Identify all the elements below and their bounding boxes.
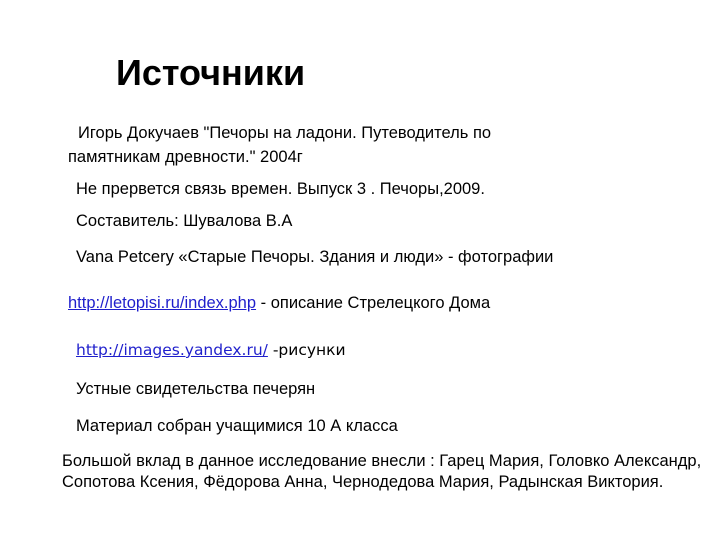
source-book-line-1: Игорь Докучаев "Печоры на ладони. Путеводитель по [78,124,492,142]
source-photos: Vana Petcery «Старые Печоры. Здания и люди» - фотографии [76,248,554,266]
credits-paragraph: Большой вклад в данное исследование внесли : Гарец Мария, Головко Александр, Сопотова Ксения, Фёдорова Анна, Чернодедова Мария, Радынская Виктория. [62,452,702,491]
yandex-link[interactable]: http://images.yandex.ru/ [76,341,268,359]
letopisi-description: - описание Стрелецкого Дома [256,294,491,312]
source-letopisi [68,293,490,314]
yandex-description: -рисунки [267,341,346,359]
source-compiler: Составитель: Шувалова В.А [76,212,293,230]
source-collected-by: Материал собран учащимися 10 А класса [76,417,398,435]
source-yandex [70,340,346,361]
letopisi-link[interactable]: http://letopisi.ru/index.php [68,294,257,312]
source-book-line-2: памятникам древности." 2004г [68,148,303,166]
source-oral-testimony: Устные свидетельства печерян [76,380,316,398]
page-title: Источники [116,52,306,93]
source-issue: Не прервется связь времен. Выпуск 3 . Печоры,2009. [76,180,485,198]
